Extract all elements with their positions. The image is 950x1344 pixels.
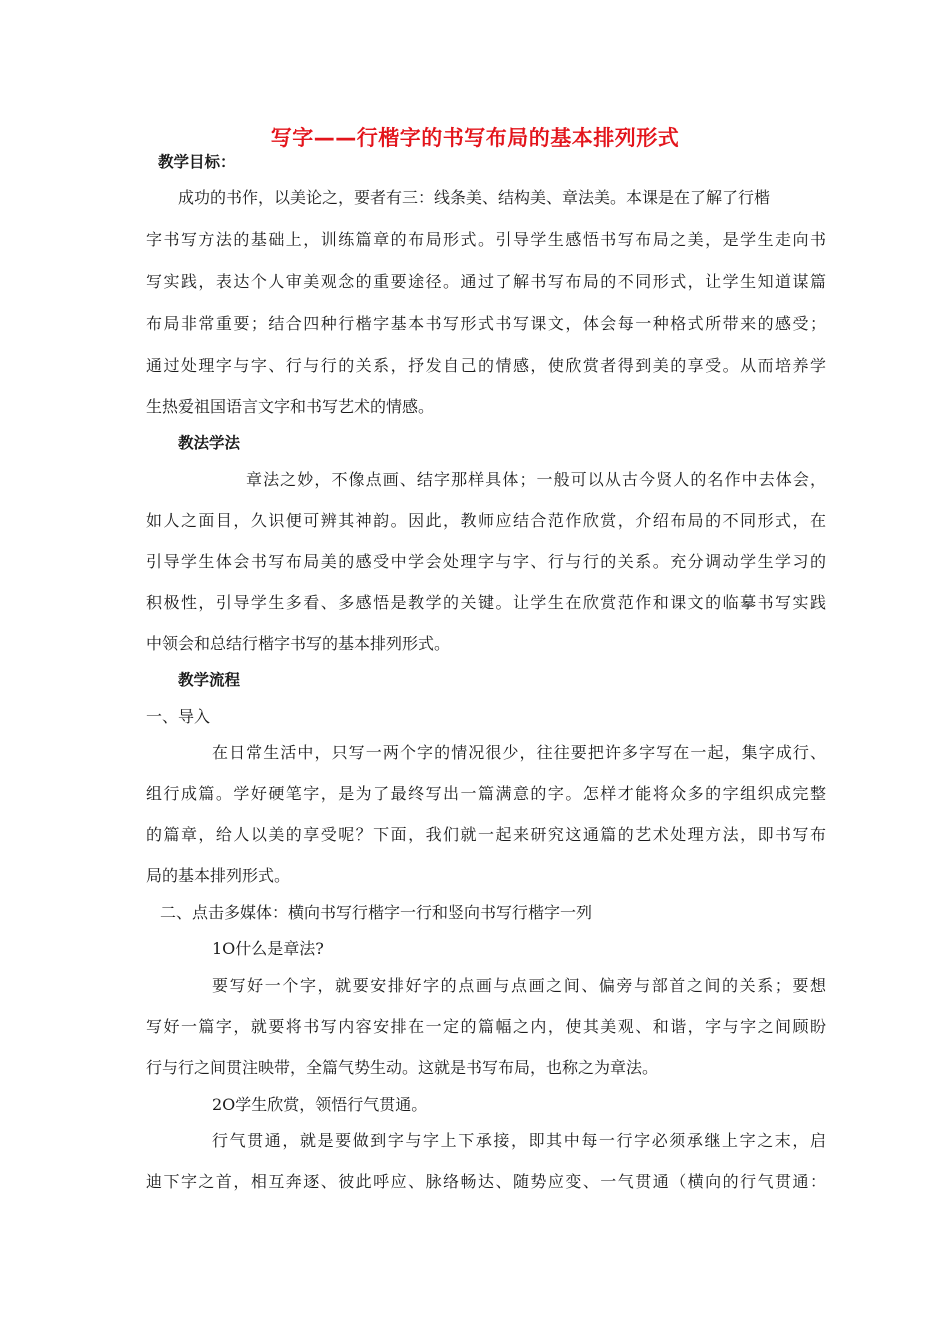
item2-heading: 2O学生欣赏，领悟行气贯通。 xyxy=(212,1095,428,1114)
methods-line: 中领会和总结行楷字书写的基本排列形式。 xyxy=(146,634,451,653)
methods-line: 积极性，引导学生多看、多感悟是教学的关键。让学生在欣赏范作和课文的临摹书写实践 xyxy=(146,593,826,612)
section1-line: 局的基本排列形式。 xyxy=(146,866,291,885)
process-heading: 教学流程 xyxy=(178,671,241,689)
methods-line: 如人之面目，久识便可辨其神韵。因此，教师应结合范作欣赏，介绍布局的不同形式，在 xyxy=(146,511,826,530)
section1-heading: 一、导入 xyxy=(146,707,211,726)
item2-line: 迪下字之首，相互奔逐、彼此呼应、脉络畅达、随势应变、一气贯通（横向的行气贯通： xyxy=(146,1172,826,1191)
methods-line: 引导学生体会书写布局美的感受中学会处理字与字、行与行的关系。充分调动学生学习的 xyxy=(146,552,826,571)
item1-line: 行与行之间贯注映带，全篇气势生动。这就是书写布局，也称之为章法。 xyxy=(146,1058,659,1077)
objectives-heading: 教学目标： xyxy=(158,153,236,171)
objectives-line: 通过处理字与字、行与行的关系，抒发自己的情感，使欣赏者得到美的享受。从而培养学 xyxy=(146,356,826,375)
document-title: 写字——行楷字的书写布局的基本排列形式 xyxy=(270,126,680,150)
section2-heading: 二、点击多媒体：横向书写行楷字一行和竖向书写行楷字一列 xyxy=(160,903,593,922)
objectives-line: 布局非常重要；结合四种行楷字基本书写形式书写课文，体会每一种格式所带来的感受； xyxy=(146,314,826,333)
methods-heading: 教法学法 xyxy=(178,434,241,452)
item1-line: 写好一篇字，就要将书写内容安排在一定的篇幅之内，使其美观、和谐，字与字之间顾盼 xyxy=(146,1017,826,1036)
section1-line: 的篇章，给人以美的享受呢？下面，我们就一起来研究这通篇的艺术处理方法，即书写布 xyxy=(146,825,826,844)
item1-heading: 1O什么是章法? xyxy=(212,939,324,958)
objectives-line: 写实践，表达个人审美观念的重要途径。通过了解书写布局的不同形式，让学生知道谋篇 xyxy=(146,272,826,291)
objectives-line: 生热爱祖国语言文字和书写艺术的情感。 xyxy=(146,397,435,416)
objectives-line: 成功的书作，以美论之，要者有三：线条美、结构美、章法美。本课是在了解了行楷 xyxy=(178,188,771,207)
section1-line: 组行成篇。学好硬笔字，是为了最终写出一篇满意的字。怎样才能将众多的字组织成完整 xyxy=(146,784,826,803)
objectives-line: 字书写方法的基础上，训练篇章的布局形式。引导学生感悟书写布局之美，是学生走向书 xyxy=(146,230,826,249)
methods-line: 章法之妙，不像点画、结字那样具体；一般可以从古今贤人的名作中去体会， xyxy=(246,470,826,489)
item2-line: 行气贯通，就是要做到字与字上下承接，即其中每一行字必须承继上字之末，启 xyxy=(212,1131,826,1150)
item1-line: 要写好一个字，就要安排好字的点画与点画之间、偏旁与部首之间的关系；要想 xyxy=(212,976,826,995)
section1-line: 在日常生活中，只写一两个字的情况很少，往往要把许多字写在一起，集字成行、 xyxy=(212,743,826,762)
